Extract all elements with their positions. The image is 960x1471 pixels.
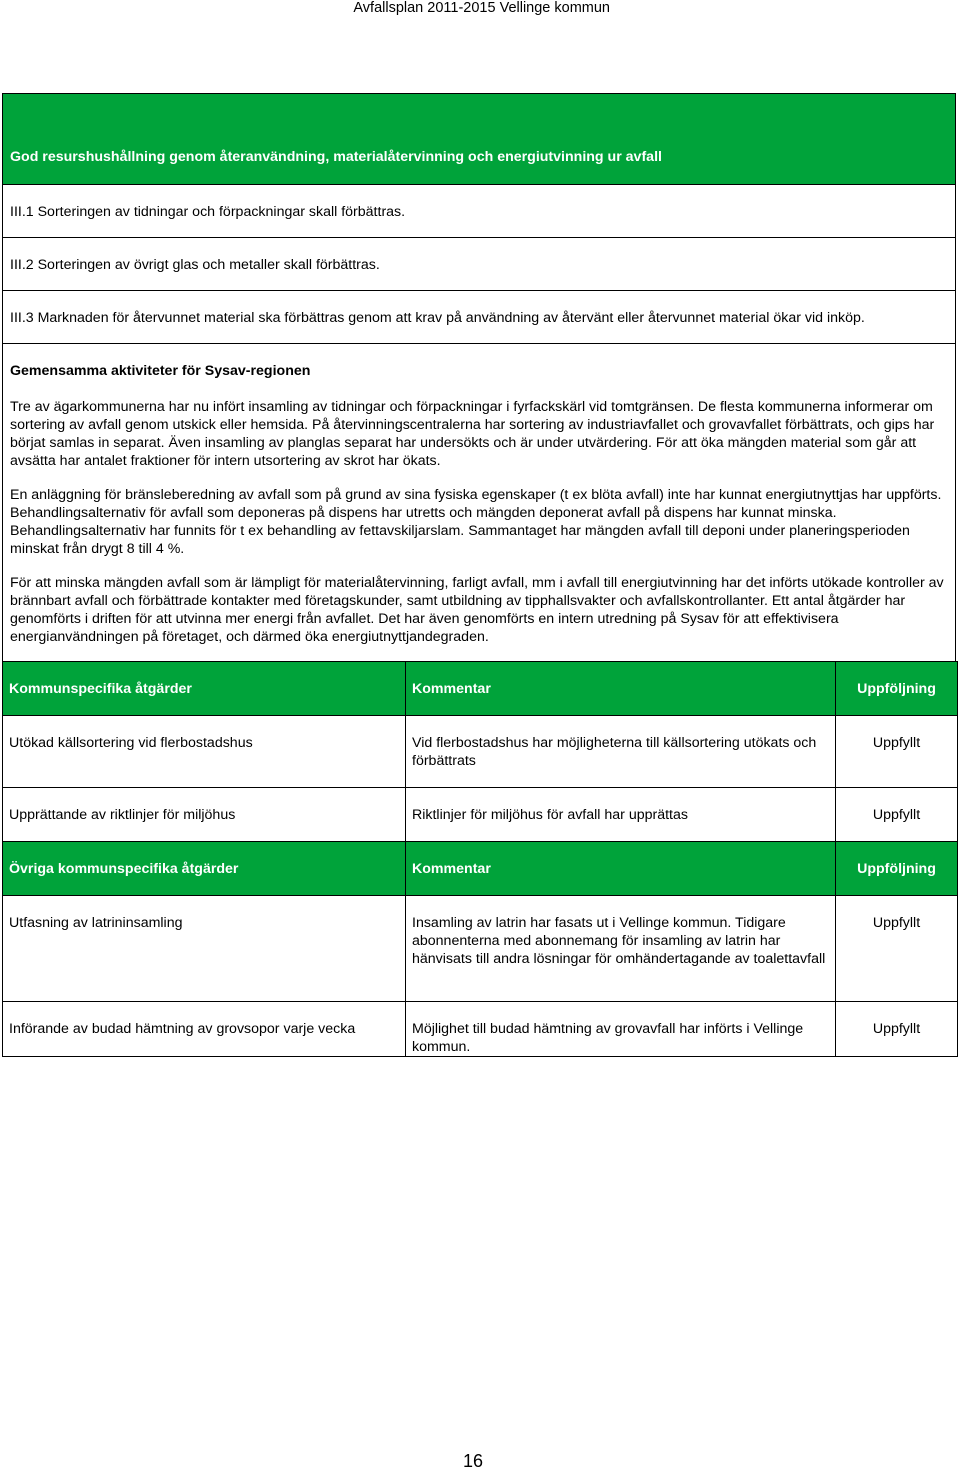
comment-cell: Möjlighet till budad hämtning av grovavfall har införts i Vellinge kommun. (406, 1002, 836, 1057)
table2-header-status: Uppföljning (836, 842, 958, 896)
document-header: Avfallsplan 2011-2015 Vellinge kommun (353, 0, 610, 16)
measures-table (2, 661, 958, 1057)
target-1: III.1 Sorteringen av tidningar och förpackningar skall förbättras. (10, 204, 406, 220)
table-row (3, 896, 958, 1002)
table1-header-status: Uppföljning (836, 662, 958, 716)
common-paragraph-1: Tre av ägarkommunerna har nu infört insamling av tidningar och förpackningar i fyrfackskärl vid tomtgränsen. De flesta kommunerna informerar om sortering av avfall genom utskick eller hemsida. På återvinningscentralerna har sortering av industriavfallet och grovavfallet förbättrats, och gips har börjat samlas in separat. Även insamling av planglas separat har undersökts och är under utvärdering. För att öka mängden material som går att avsätta har antalet fraktioner för intern utsortering av skrot har ökats. (10, 399, 935, 469)
table1-header-comment: Kommentar (406, 662, 836, 716)
comment-cell: Vid flerbostadshus har möjligheterna till källsortering utökats och förbättrats (406, 716, 836, 788)
table-row (3, 788, 958, 842)
target-3: III.3 Marknaden för återvunnet material ska förbättras genom att krav på användning av återvänt eller återvunnet material ökar vid inköp. (10, 310, 865, 326)
goal-title: God resurshushållning genom återanvändning, materialåtervinning och energiutvinning ur avfall (10, 149, 662, 165)
comment-cell: Riktlinjer för miljöhus för avfall har upprättas (406, 788, 836, 842)
measure-cell: Införande av budad hämtning av grovsopor varje vecka (3, 1002, 406, 1057)
target-box-1 (2, 184, 956, 238)
common-paragraph-3: För att minska mängden avfall som är lämpligt för materialåtervinning, farligt avfall, mm i avfall till energiutvinning har det införts utökade kontroller av brännbart avfall och förbättrade kontakter med företagskunder, samt utbildning av tipphallsvakter och avfallskontrollanter. Ett antal åtgärder har genomförts i driften för att utvinna mer energi från avfallet. Det har även genomförts en intern utredning på Sysav för att effektivisera energianvändningen på företaget, och därmed öka energiutnyttjandegraden. (10, 575, 944, 645)
measure-cell: Utökad källsortering vid flerbostadshus (3, 716, 406, 788)
common-paragraph-2: En anläggning för bränsleberedning av avfall som på grund av sina fysiska egenskaper (t ex blöta avfall) inte har kunnat energiutnyttjas har uppförts. Behandlingsalternativ för avfall som deponeras på dispens har utretts och mängden deponerat avfall på dispens har kunnat minska. Behandlingsalternativ har funnits för t ex behandling av fettavskiljarslam. Sammantaget har mängden avfall till deponi under planeringsperioden minskat från drygt 8 till 4 %. (10, 487, 942, 557)
comment-cell: Insamling av latrin har fasats ut i Vellinge kommun. Tidigare abonnenterna med abonnemang för insamling av latrin har hänvisats till andra lösningar för omhändertagande av toalettavfall (406, 896, 836, 1002)
table2-header-comment: Kommentar (406, 842, 836, 896)
table2-header-row (3, 842, 958, 896)
status-cell: Uppfyllt (836, 896, 958, 1002)
target-2: III.2 Sorteringen av övrigt glas och metaller skall förbättras. (10, 257, 380, 273)
table-row (3, 1002, 958, 1057)
page-number: 16 (462, 1451, 484, 1471)
status-cell: Uppfyllt (836, 1002, 958, 1057)
table1-header-measure: Kommunspecifika åtgärder (3, 662, 406, 716)
measure-cell: Utfasning av latrininsamling (3, 896, 406, 1002)
status-cell: Uppfyllt (836, 788, 958, 842)
table1-header-row (3, 662, 958, 716)
measure-cell: Upprättande av riktlinjer för miljöhus (3, 788, 406, 842)
common-heading: Gemensamma aktiviteter för Sysav-regionen (10, 363, 311, 379)
status-cell: Uppfyllt (836, 716, 958, 788)
target-box-3 (2, 290, 956, 344)
goal-title-box (2, 93, 956, 185)
table2-header-measure: Övriga kommunspecifika åtgärder (3, 842, 406, 896)
table-row (3, 716, 958, 788)
common-activities-box (2, 343, 956, 662)
target-box-2 (2, 237, 956, 291)
